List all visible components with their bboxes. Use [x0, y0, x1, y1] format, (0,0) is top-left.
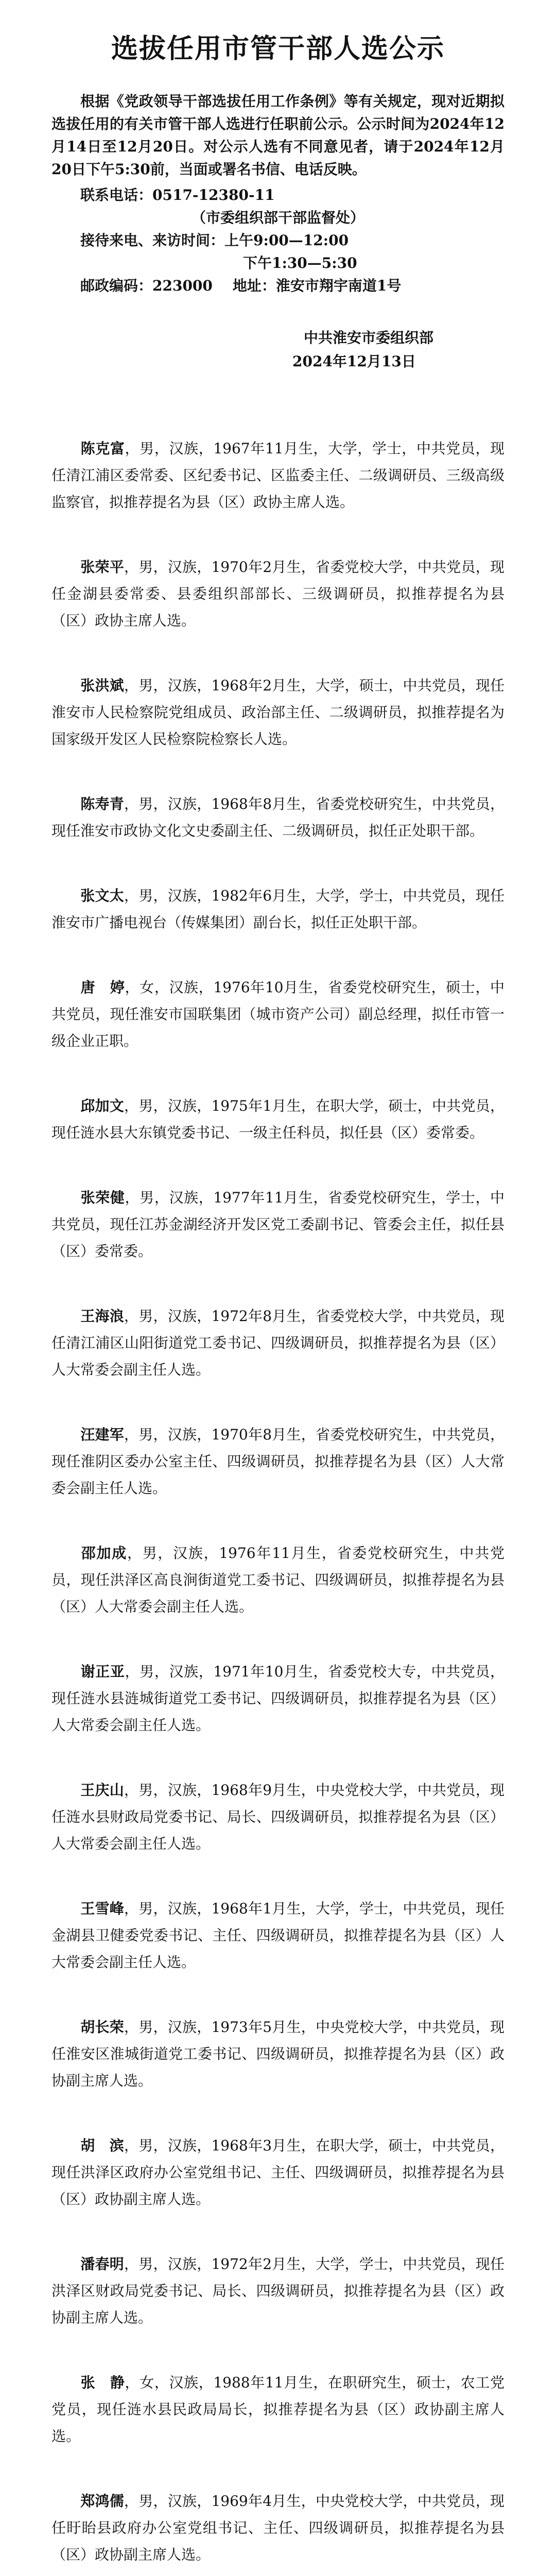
candidate-entry: [51, 1184, 505, 1265]
candidate-entry: [51, 2488, 505, 2568]
candidate-name: 王海浪: [80, 1308, 124, 1325]
candidate-entry: [51, 1093, 505, 1146]
candidate-name: 邱加文: [80, 1097, 124, 1114]
candidate-description: ，男，汉族，1976年11月生，省委党校研究生，中共党员，现任洪泽区高良涧街道党工委书记、四级调研员，拟推荐提名为县（区）人大常委会副主任人选。: [51, 1545, 505, 1615]
candidate-description: ，男，汉族，1968年3月生，在职大学，硕士，中共党员，现任洪泽区政府办公室党组书记、主任、四级调研员，拟推荐提名为县（区）政协副主席人选。: [51, 2137, 505, 2208]
candidate-description: ，男，汉族，1977年11月生，省委党校研究生，学士，中共党员，现任江苏金湖经济开发区党工委副书记、管委会主任，拟任县（区）委常委。: [51, 1189, 505, 1260]
candidate-description: ，男，汉族，1973年5月生，中央党校大学，中共党员，现任淮安区淮城街道党工委书记、四级调研员，拟推荐提名为县（区）政协副主席人选。: [51, 2019, 505, 2089]
candidate-name: 张荣平: [80, 558, 124, 575]
candidate-name: 王庆山: [80, 1782, 124, 1799]
candidate-description: ，男，汉族，1970年2月生，省委党校大学，中共党员，现任金湖县委常委、县委组织部部长、三级调研员，拟推荐提名为县（区）政协主席人选。: [51, 558, 505, 629]
candidate-entry: [51, 974, 505, 1055]
contact-phone: 联系电话：0517-12380-11: [80, 187, 275, 204]
candidate-entry: [51, 1658, 505, 1739]
candidate-entry: [51, 1895, 505, 1976]
candidate-entry: [51, 2251, 505, 2331]
candidate-entry: [51, 2014, 505, 2094]
intro-paragraph: 根据《党政领导干部选拔任用工作条例》等有关规定，现对近期拟选拔任用的有关市管干部人选进行任职前公示。公示时间为2024年12月14日至12月20日。对公示人选有不同意见者，请于2024年12月20日下午5:30前，当面或署名书信、电话反映。: [51, 93, 505, 178]
candidate-entry: [51, 1421, 505, 1502]
candidate-description: ，男，汉族，1968年2月生，大学，硕士，中共党员，现任淮安市人民检察院党组成员、政治部主任、二级调研员，拟推荐提名为国家级开发区人民检察院检察长人选。: [51, 677, 505, 748]
candidate-name: 陈寿青: [80, 795, 124, 812]
candidate-name: 张 静: [80, 2374, 125, 2391]
candidate-description: ，男，汉族，1982年6月生，大学，学士，中共党员，现任淮安市广播电视台（传媒集团）副台长，拟任正处职干部。: [51, 887, 505, 931]
candidate-description: ，男，汉族，1968年8月生，省委党校研究生，中共党员，现任淮安市政协文化文史委副主任、二级调研员，拟任正处职干部。: [51, 795, 505, 839]
candidate-name: 胡长荣: [80, 2019, 124, 2036]
contact-hours-afternoon: 下午1:30—5:30: [243, 255, 357, 272]
signature-org: 中共淮安市委组织部: [304, 329, 434, 346]
candidate-entry: [51, 2369, 505, 2450]
candidate-list: [51, 435, 505, 2576]
candidate-description: ，男，汉族，1968年1月生，大学，学士，中共党员，现任金湖县卫健委党委书记、主任、四级调研员，拟推荐提名为县（区）人大常委会副主任人选。: [51, 1900, 505, 1971]
candidate-description: ，女，汉族，1976年10月生，省委党校研究生，硕士，中共党员，现任淮安市国联集团（城市资产公司）副总经理，拟任市管一级企业正职。: [51, 979, 505, 1049]
candidate-name: 王雪峰: [80, 1900, 124, 1917]
candidate-entry: [51, 554, 505, 634]
candidate-name: 汪建军: [80, 1426, 124, 1443]
candidate-entry: [51, 1540, 505, 1620]
signature-block: [51, 326, 505, 374]
candidate-description: ，男，汉族，1969年4月生，中央党校大学，中共党员，现任盱眙县政府办公室党组书记、主任、四级调研员，拟推荐提名为县（区）政协副主席人选。: [51, 2493, 505, 2563]
candidate-description: ，男，汉族，1970年8月生，省委党校研究生，中共党员，现任淮阴区委办公室主任、四级调研员，拟推荐提名为县（区）人大常委会副主任人选。: [51, 1426, 505, 1497]
candidate-entry: [51, 791, 505, 844]
contact-block: [51, 184, 505, 297]
candidate-description: ，男，汉族，1975年1月生，在职大学，硕士，中共党员，现任涟水县大东镇党委书记、一级主任科员，拟任县（区）委常委。: [51, 1097, 505, 1141]
page-title: 选拔任用市管干部人选公示: [111, 33, 445, 64]
candidate-name: 陈克富: [80, 440, 125, 457]
candidate-name: 张洪斌: [80, 677, 124, 694]
contact-hours-morning: 接待来电、来访时间：上午9:00—12:00: [80, 232, 349, 249]
candidate-description: ，女，汉族，1988年11月生，在职研究生，硕士，农工党党员，现任涟水县民政局局长，拟推荐提名为县（区）政协副主席人选。: [51, 2374, 505, 2445]
candidate-description: ，男，汉族，1968年9月生，中央党校大学，中共党员，现任涟水县财政局党委书记、局长、四级调研员，拟推荐提名为县（区）人大常委会副主任人选。: [51, 1782, 505, 1852]
candidate-name: 胡 滨: [80, 2137, 124, 2154]
candidate-entry: [51, 435, 505, 516]
contact-address: 邮政编码：223000 地址：淮安市翔宇南道1号: [80, 277, 402, 294]
candidate-description: ，男，汉族，1971年10月生，省委党校大专，中共党员，现任涟水县涟城街道党工委书记、四级调研员，拟推荐提名为县（区）人大常委会副主任人选。: [51, 1663, 505, 1734]
candidate-description: ，男，汉族，1972年8月生，省委党校大学，中共党员，现任清江浦区山阳街道党工委书记、四级调研员，拟推荐提名为县（区）人大常委会副主任人选。: [51, 1308, 505, 1378]
candidate-entry: [51, 883, 505, 936]
candidate-name: 唐 婷: [80, 979, 125, 996]
signature-date: 2024年12月13日: [292, 353, 416, 370]
candidate-name: 张文太: [80, 887, 124, 904]
candidate-name: 郑鸿儒: [80, 2493, 124, 2510]
candidate-entry: [51, 672, 505, 753]
contact-dept: （市委组织部干部监督处）: [191, 209, 364, 226]
candidate-name: 邵加成: [80, 1545, 127, 1562]
candidate-description: ，男，汉族，1972年2月生，大学，学士，中共党员，现任洪泽区财政局党委书记、局长、四级调研员，拟推荐提名为县（区）政协副主席人选。: [51, 2256, 505, 2326]
candidate-entry: [51, 1777, 505, 1857]
candidate-entry: [51, 1303, 505, 1383]
candidate-description: ，男，汉族，1967年11月生，大学，学士，中共党员，现任清江浦区委常委、区纪委书记、区监委主任、二级调研员、三级高级监察官，拟推荐提名为县（区）政协主席人选。: [51, 440, 505, 511]
candidate-name: 潘春明: [80, 2256, 124, 2273]
candidate-name: 张荣健: [80, 1189, 125, 1206]
candidate-entry: [51, 2132, 505, 2213]
candidate-name: 谢正亚: [80, 1663, 125, 1680]
